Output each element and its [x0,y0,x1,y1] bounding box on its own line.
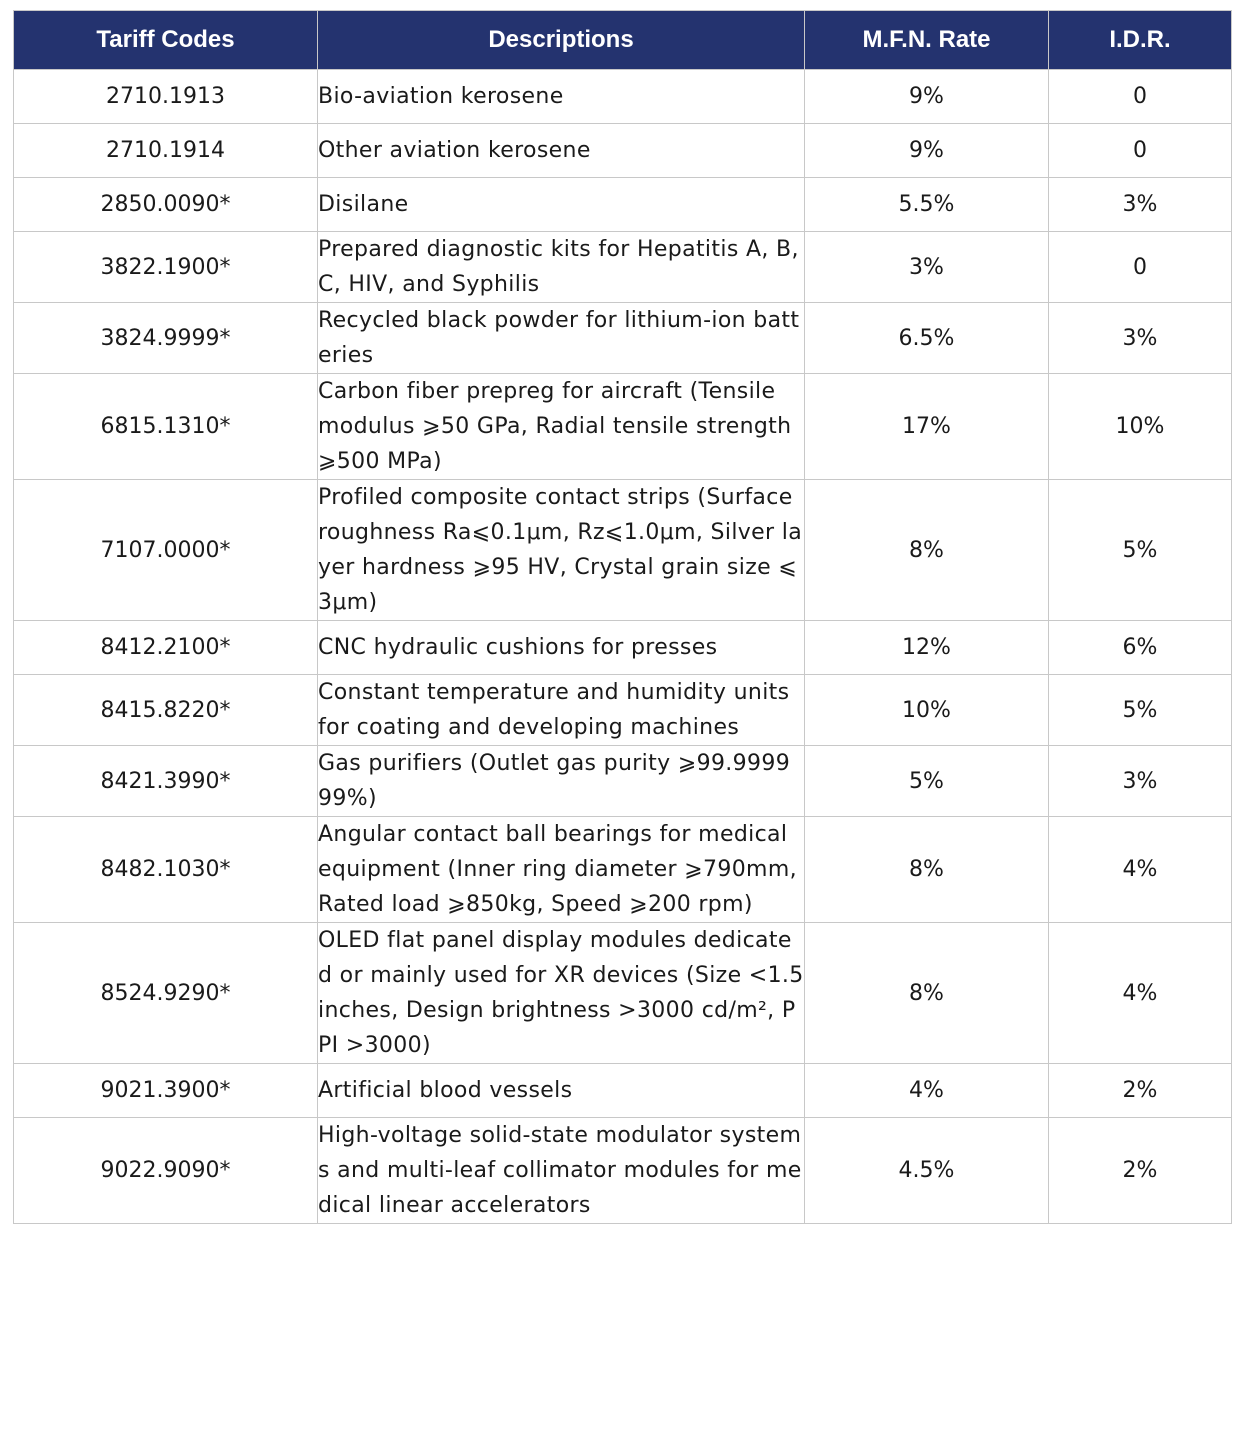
mfn-rate-cell: 8% [805,923,1049,1064]
tariff-code-cell: 9022.9090* [14,1118,318,1224]
tariff-code-cell: 8415.8220* [14,675,318,746]
description-cell: Gas purifiers (Outlet gas purity ⩾99.999999%) [318,746,805,817]
description-cell: Constant temperature and humidity units for coating and developing machines [318,675,805,746]
idr-cell: 2% [1049,1064,1232,1118]
table-row [14,374,1232,480]
table-row [14,232,1232,303]
mfn-rate-cell: 4% [805,1064,1049,1118]
tariff-code-cell: 7107.0000* [14,480,318,621]
idr-cell: 3% [1049,303,1232,374]
idr-cell: 5% [1049,675,1232,746]
header-row [14,11,1232,70]
description-cell: Bio-aviation kerosene [318,70,805,124]
tariff-code-cell: 3822.1900* [14,232,318,303]
tariff-table [13,10,1232,1224]
description-cell: Profiled composite contact strips (Surface roughness Ra⩽0.1μm, Rz⩽1.0μm, Silver layer hardness ⩾95 HV, Crystal grain size ⩽3μm) [318,480,805,621]
description-cell: CNC hydraulic cushions for presses [318,621,805,675]
tariff-code-cell: 8421.3990* [14,746,318,817]
tariff-code-cell: 2850.0090* [14,178,318,232]
table-row [14,923,1232,1064]
tariff-code-cell: 8524.9290* [14,923,318,1064]
tariff-code-cell: 6815.1310* [14,374,318,480]
table-row [14,70,1232,124]
mfn-rate-cell: 4.5% [805,1118,1049,1224]
mfn-rate-cell: 8% [805,480,1049,621]
table-row [14,1064,1232,1118]
tariff-code-cell: 3824.9999* [14,303,318,374]
idr-cell: 0 [1049,70,1232,124]
idr-cell: 0 [1049,232,1232,303]
table-row [14,1118,1232,1224]
tariff-code-cell: 9021.3900* [14,1064,318,1118]
table-row [14,124,1232,178]
header-tariff-codes: Tariff Codes [14,11,318,70]
mfn-rate-cell: 9% [805,70,1049,124]
mfn-rate-cell: 9% [805,124,1049,178]
idr-cell: 3% [1049,178,1232,232]
mfn-rate-cell: 8% [805,817,1049,923]
tariff-code-cell: 2710.1913 [14,70,318,124]
description-cell: Artificial blood vessels [318,1064,805,1118]
description-cell: Disilane [318,178,805,232]
mfn-rate-cell: 6.5% [805,303,1049,374]
idr-cell: 10% [1049,374,1232,480]
tariff-code-cell: 2710.1914 [14,124,318,178]
description-cell: Prepared diagnostic kits for Hepatitis A, B, C, HIV, and Syphilis [318,232,805,303]
table-row [14,303,1232,374]
table-row [14,480,1232,621]
table-row [14,178,1232,232]
mfn-rate-cell: 5% [805,746,1049,817]
mfn-rate-cell: 5.5% [805,178,1049,232]
mfn-rate-cell: 3% [805,232,1049,303]
header-idr: I.D.R. [1049,11,1232,70]
idr-cell: 6% [1049,621,1232,675]
description-cell: OLED flat panel display modules dedicated or mainly used for XR devices (Size <1.5 inches, Design brightness >3000 cd/m², PPI >3000) [318,923,805,1064]
mfn-rate-cell: 10% [805,675,1049,746]
table-row [14,817,1232,923]
idr-cell: 0 [1049,124,1232,178]
idr-cell: 5% [1049,480,1232,621]
idr-cell: 4% [1049,923,1232,1064]
tariff-code-cell: 8482.1030* [14,817,318,923]
description-cell: Angular contact ball bearings for medical equipment (Inner ring diameter ⩾790mm, Rated load ⩾850kg, Speed ⩾200 rpm) [318,817,805,923]
description-cell: Carbon fiber prepreg for aircraft (Tensile modulus ⩾50 GPa, Radial tensile strength ⩾500 MPa) [318,374,805,480]
mfn-rate-cell: 17% [805,374,1049,480]
header-descriptions: Descriptions [318,11,805,70]
tariff-code-cell: 8412.2100* [14,621,318,675]
idr-cell: 2% [1049,1118,1232,1224]
description-cell: High-voltage solid-state modulator systems and multi-leaf collimator modules for medical linear accelerators [318,1118,805,1224]
table-row [14,746,1232,817]
header-mfn-rate: M.F.N. Rate [805,11,1049,70]
idr-cell: 3% [1049,746,1232,817]
description-cell: Recycled black powder for lithium-ion batteries [318,303,805,374]
table-row [14,675,1232,746]
table-row [14,621,1232,675]
mfn-rate-cell: 12% [805,621,1049,675]
idr-cell: 4% [1049,817,1232,923]
description-cell: Other aviation kerosene [318,124,805,178]
